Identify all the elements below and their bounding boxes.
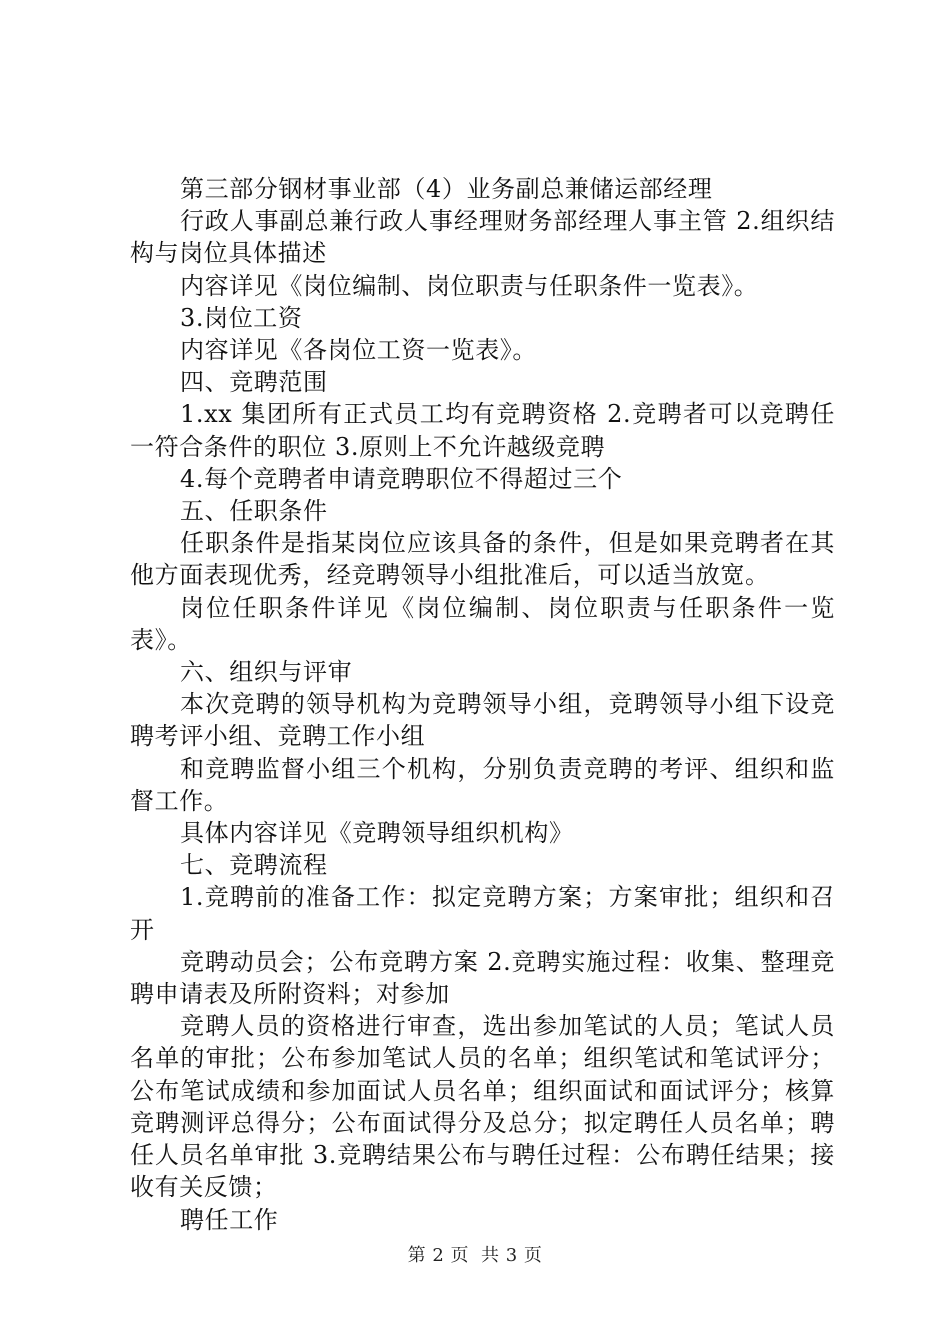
page-total: 共 3 页 <box>481 1245 543 1266</box>
paragraph: 竞聘动员会；公布竞聘方案 2.竞聘实施过程：收集、整理竞聘申请表及所附资料；对参加 <box>130 947 835 1009</box>
section-heading: 五、任职条件 <box>180 497 328 526</box>
paragraph: 1.竞聘前的准备工作：拟定竞聘方案；方案审批；组织和召开 <box>130 883 835 944</box>
paragraph: 内容详见《各岗位工资一览表》。 <box>180 336 537 365</box>
paragraph: 1.xx 集团所有正式员工均有竞聘资格 2.竞聘者可以竞聘任一符合条件的职位 3.原则上不允许越级竞聘 <box>130 400 835 461</box>
section-heading: 七、竞聘流程 <box>180 851 328 880</box>
paragraph: 岗位任职条件详见《岗位编制、岗位职责与任职条件一览表》。 <box>130 593 835 654</box>
paragraph: 竞聘人员的资格进行审查，选出参加笔试的人员；笔试人员名单的审批；公布参加笔试人员的名单；组织笔试和笔试评分；公布笔试成绩和参加面试人员名单；组织面试和面试评分；核算竞聘测评总得分；公布面试得分及总分；拟定聘任人员名单；聘任人员名单审批 3.竞聘结果公布与聘任过程：公布聘任结果；接收有关反馈； <box>130 1012 835 1202</box>
document-body <box>130 173 835 1236</box>
paragraph: 本次竞聘的领导机构为竞聘领导小组，竞聘领导小组下设竞聘考评小组、竞聘工作小组 <box>130 690 835 751</box>
paragraph: 第三部分钢材事业部（4）业务副总兼储运部经理 <box>180 175 713 203</box>
paragraph: 内容详见《岗位编制、岗位职责与任职条件一览表》。 <box>180 271 759 300</box>
paragraph: 行政人事副总兼行政人事经理财务部经理人事主管 2.组织结构与岗位具体描述 <box>130 207 835 268</box>
paragraph: 4.每个竞聘者申请竞聘职位不得超过三个 <box>180 464 623 493</box>
section-heading: 四、竞聘范围 <box>180 368 328 397</box>
paragraph: 3.岗位工资 <box>180 303 303 332</box>
page-footer <box>0 1241 950 1267</box>
paragraph: 任职条件是指某岗位应该具备的条件，但是如果竞聘者在其他方面表现优秀，经竞聘领导小组批准后，可以适当放宽。 <box>130 529 835 590</box>
paragraph: 聘任工作 <box>180 1205 279 1234</box>
section-heading: 六、组织与评审 <box>180 658 353 687</box>
page-number: 第 2 页 <box>407 1245 469 1266</box>
paragraph: 和竞聘监督小组三个机构，分别负责竞聘的考评、组织和监督工作。 <box>130 754 835 815</box>
paragraph: 具体内容详见《竞聘领导组织机构》 <box>180 819 574 848</box>
